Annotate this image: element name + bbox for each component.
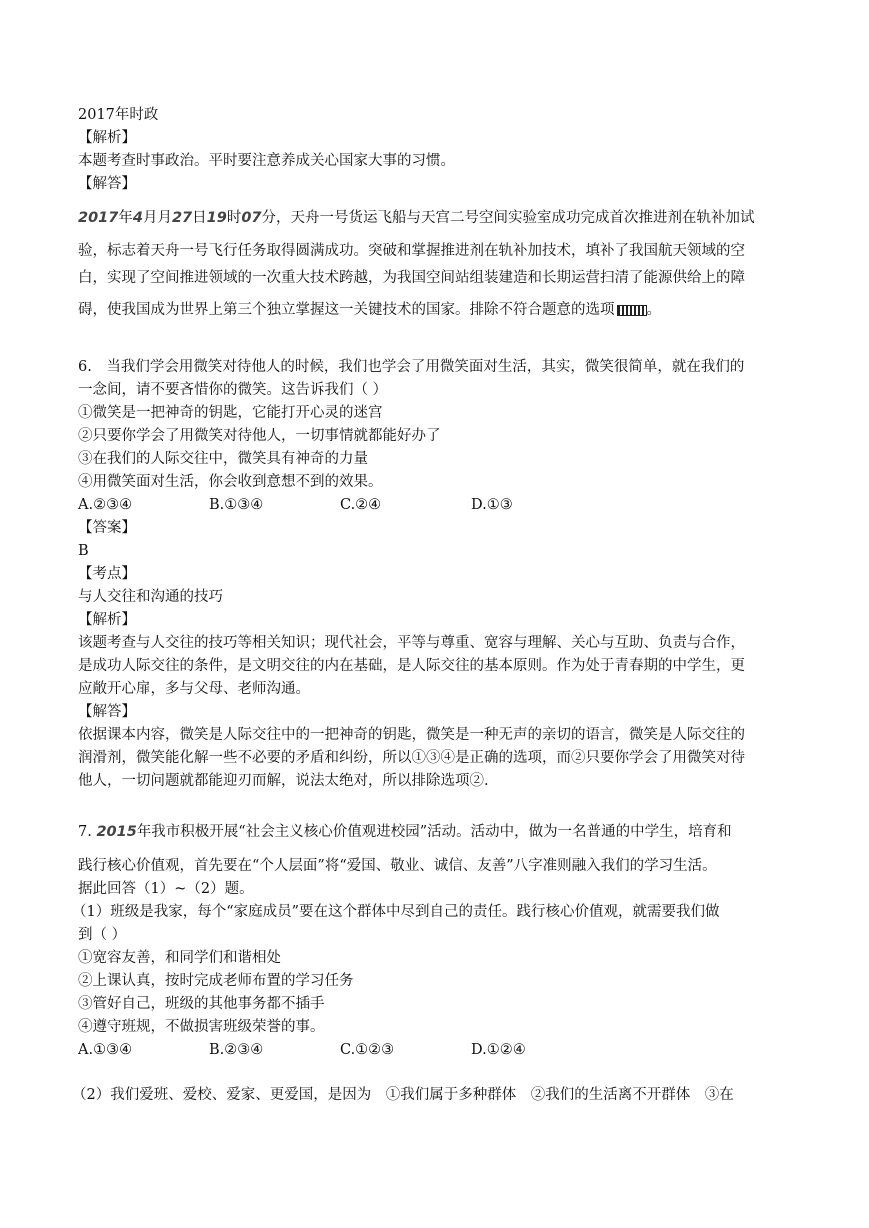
q6-solution-line1: 依据课本内容，微笑是人际交往中的一把神奇的钥匙，微笑是一种无声的亲切的语言，微笑是人际交往的 [78, 727, 745, 743]
q6-point: 与人交往和沟通的技巧 [78, 589, 223, 605]
q7-sub2-line1: （2）我们爱班、爱校、爱家、更爱国，是因为 ①我们属于多种群体 ②我们的生活离不开群体 ③在 [72, 1087, 734, 1103]
q7-sub1-line1: （1）班级是我家，每个“家庭成员”要在这个群体中尽到自己的责任。践行核心价值观，就需要我们做 [72, 904, 720, 920]
q5-answer-line4-end: 。 [646, 302, 661, 318]
q6-point-label: 【考点】 [78, 566, 136, 582]
q6-stem-line2: 一念间，请不要吝惜你的微笑。这告诉我们（ ） [78, 382, 388, 398]
q7-sub1-line2: 到（ ） [78, 927, 127, 943]
q6-option-a: A.②③④ [78, 497, 133, 513]
q5-minute: 07 [241, 210, 262, 226]
q7-item-4: ④遵守班规，不做损害班级荣誉的事。 [78, 1019, 325, 1035]
q7-option-a: A.①③④ [78, 1042, 133, 1058]
q7-stem-line2: 践行核心价值观，首先要在“个人层面”将“爱国、敬业、诚信、友善”八字准则融入我们的学习生活。 [78, 858, 717, 874]
q6-analysis-label: 【解析】 [78, 612, 136, 628]
q5-tag: 2017年时政 [78, 107, 159, 123]
q5-answer-line2: 验，标志着天舟一号飞行任务取得圆满成功。突破和掌握推进剂在轨补加技术，填补了我国航天领域的空 [78, 243, 745, 259]
q7-stem-line3: 据此回答（1）~（2）题。 [78, 881, 254, 897]
q5-answer-line3: 白，实现了空间推进领域的一次重大技术跨越，为我国空间站组装建造和长期运营扫清了能源供给上的障 [78, 270, 745, 286]
q6-stem-line1: 6. 当我们学会用微笑对待他人的时候，我们也学会了用微笑面对生活，其实，微笑很简单，就在我们的 [78, 359, 745, 375]
q6-item-3: ③在我们的人际交往中，微笑具有神奇的力量 [78, 451, 368, 467]
q5-text-c: 月月 [142, 210, 172, 226]
q6-solution-line3: 他人，一切问题就都能迎刃而解，说法太绝对，所以排除选项②. [78, 773, 489, 789]
q5-analysis-text: 本题考查时事政治。平时要注意养成关心国家大事的习惯。 [78, 153, 455, 169]
q5-hour: 19 [206, 210, 227, 226]
q5-text-e: 日 [192, 210, 207, 226]
q6-answer: B [78, 543, 89, 559]
q6-answer-label: 【答案】 [78, 520, 136, 536]
q5-day: 27 [171, 210, 193, 226]
q5-year: 2017 [78, 210, 119, 226]
q5-answer-label: 【解答】 [78, 176, 136, 192]
q6-analysis-line2: 是成功人际交往的条件，是文明交往的内在基础，是人际交往的基本原则。作为处于青春期的中学生，更 [78, 658, 745, 674]
q6-item-4: ④用微笑面对生活，你会收到意想不到的效果。 [78, 474, 383, 490]
q6-option-d: D.①③ [471, 497, 513, 513]
q7-option-d: D.①②④ [471, 1042, 526, 1058]
q7-stem-line1 [78, 821, 732, 843]
q5-analysis-label: 【解析】 [78, 130, 136, 146]
q6-option-c: C.②④ [340, 497, 382, 513]
q7-year: 2015 [96, 824, 137, 840]
q7-item-2: ②上课认真，按时完成老师布置的学习任务 [78, 973, 354, 989]
q5-answer-line4-text: 碍，使我国成为世界上第三个独立掌握这一关键技术的国家。排除不符合题意的选项 [78, 302, 615, 318]
q7-number: 7. [78, 824, 92, 840]
q5-text-rest: 分，天舟一号货运飞船与天宫二号空间实验室成功完成首次推进剂在轨补加试 [261, 210, 755, 226]
q6-solution-line2: 润滑剂，微笑能化解一些不必要的矛盾和纠纷，所以①③④是正确的选项，而②只要你学会了用微笑对待 [78, 750, 745, 766]
q5-text-g: 时 [226, 210, 242, 226]
q5-month: 4 [132, 210, 143, 226]
q6-option-b: B.①③④ [209, 497, 264, 513]
q5-answer-line1 [78, 207, 755, 229]
q7-item-1: ①宽容友善，和同学们和谐相处 [78, 950, 281, 966]
q5-answer-line4 [78, 299, 661, 321]
q7-option-b: B.②③④ [209, 1042, 264, 1058]
q6-analysis-line3: 应敞开心扉，多与父母、老师沟通。 [78, 681, 310, 697]
q7-option-c: C.①②③ [340, 1042, 395, 1058]
q6-solution-label: 【解答】 [78, 704, 136, 720]
q5-text-a: 年 [118, 210, 133, 226]
garbled-glyphs-icon [617, 305, 647, 316]
q7-item-3: ③管好自己，班级的其他事务都不插手 [78, 996, 325, 1012]
q6-analysis-line1: 该题考查与人交往的技巧等相关知识；现代社会，平等与尊重、宽容与理解、关心与互助、负责与合作， [78, 635, 745, 651]
q6-item-2: ②只要你学会了用微笑对待他人，一切事情就都能好办了 [78, 428, 441, 444]
q7-stem-line1-text: 年我市积极开展“社会主义核心价值观进校园”活动。活动中，做为一名普通的中学生，培育和 [136, 824, 732, 840]
q6-item-1: ①微笑是一把神奇的钥匙，它能打开心灵的迷宫 [78, 405, 383, 421]
